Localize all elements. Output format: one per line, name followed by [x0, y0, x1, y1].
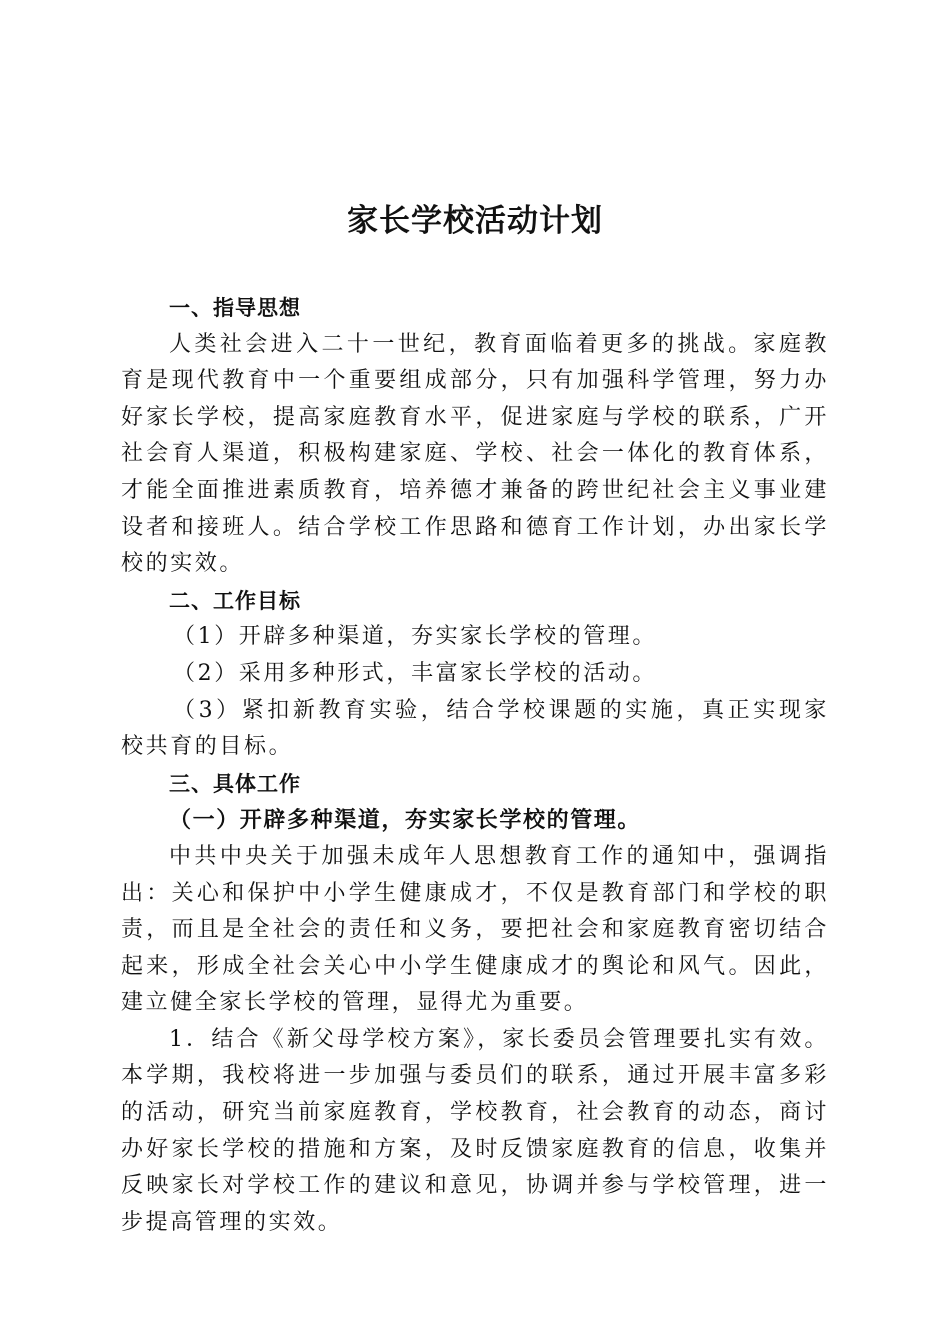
- section-heading-work-goals: 二、工作目标: [169, 588, 301, 613]
- paragraph-specific-work-2: 1．结合《新父母学校方案》，家长委员会管理要扎实有效。本学期，我校将进一步加强与委员们的联系，通过开展丰富多彩的活动，研究当前家庭教育，学校教育，社会教育的动态，商讨办好家长学校的措施和方案，及时反馈家庭教育的信息，收集并反映家长对学校工作的建议和意见，协调并参与学校管理，进一步提高管理的实效。: [121, 1026, 829, 1235]
- paragraph-specific-work-1: 中共中央关于加强未成年人思想教育工作的通知中，强调指出：关心和保护中小学生健康成才，不仅是教育部门和学校的职责，而且是全社会的责任和义务，要把社会和家庭教育密切结合起来，形成全社会关心中小学生健康成才的舆论和风气。因此，建立健全家长学校的管理，显得尤为重要。: [121, 843, 829, 1016]
- section-heading-guiding-ideology: 一、指导思想: [169, 296, 301, 320]
- page-title: 家长学校活动计划: [347, 203, 603, 239]
- goal-item-3: （3）紧扣新教育实验，结合学校课题的实施，真正实现家校共育的目标。: [121, 697, 829, 760]
- paragraph-guiding-ideology: 人类社会进入二十一世纪，教育面临着更多的挑战。家庭教育是现代教育中一个重要组成部分，只有加强科学管理，努力办好家长学校，提高家庭教育水平，促进家庭与学校的联系，广开社会育人渠道，积极构建家庭、学校、社会一体化的教育体系，才能全面推进素质教育，培养德才兼备的跨世纪社会主义事业建设者和接班人。结合学校工作思路和德育工作计划，办出家长学校的实效。: [121, 331, 829, 577]
- goal-item-2: （2）采用多种形式，丰富家长学校的活动。: [173, 660, 657, 686]
- section-heading-specific-work: 三、具体工作: [169, 771, 301, 796]
- subsection-heading-1: （一）开辟多种渠道，夯实家长学校的管理。: [169, 807, 642, 834]
- document-body: [121, 290, 829, 1241]
- goal-item-1: （1）开辟多种渠道，夯实家长学校的管理。: [173, 624, 657, 650]
